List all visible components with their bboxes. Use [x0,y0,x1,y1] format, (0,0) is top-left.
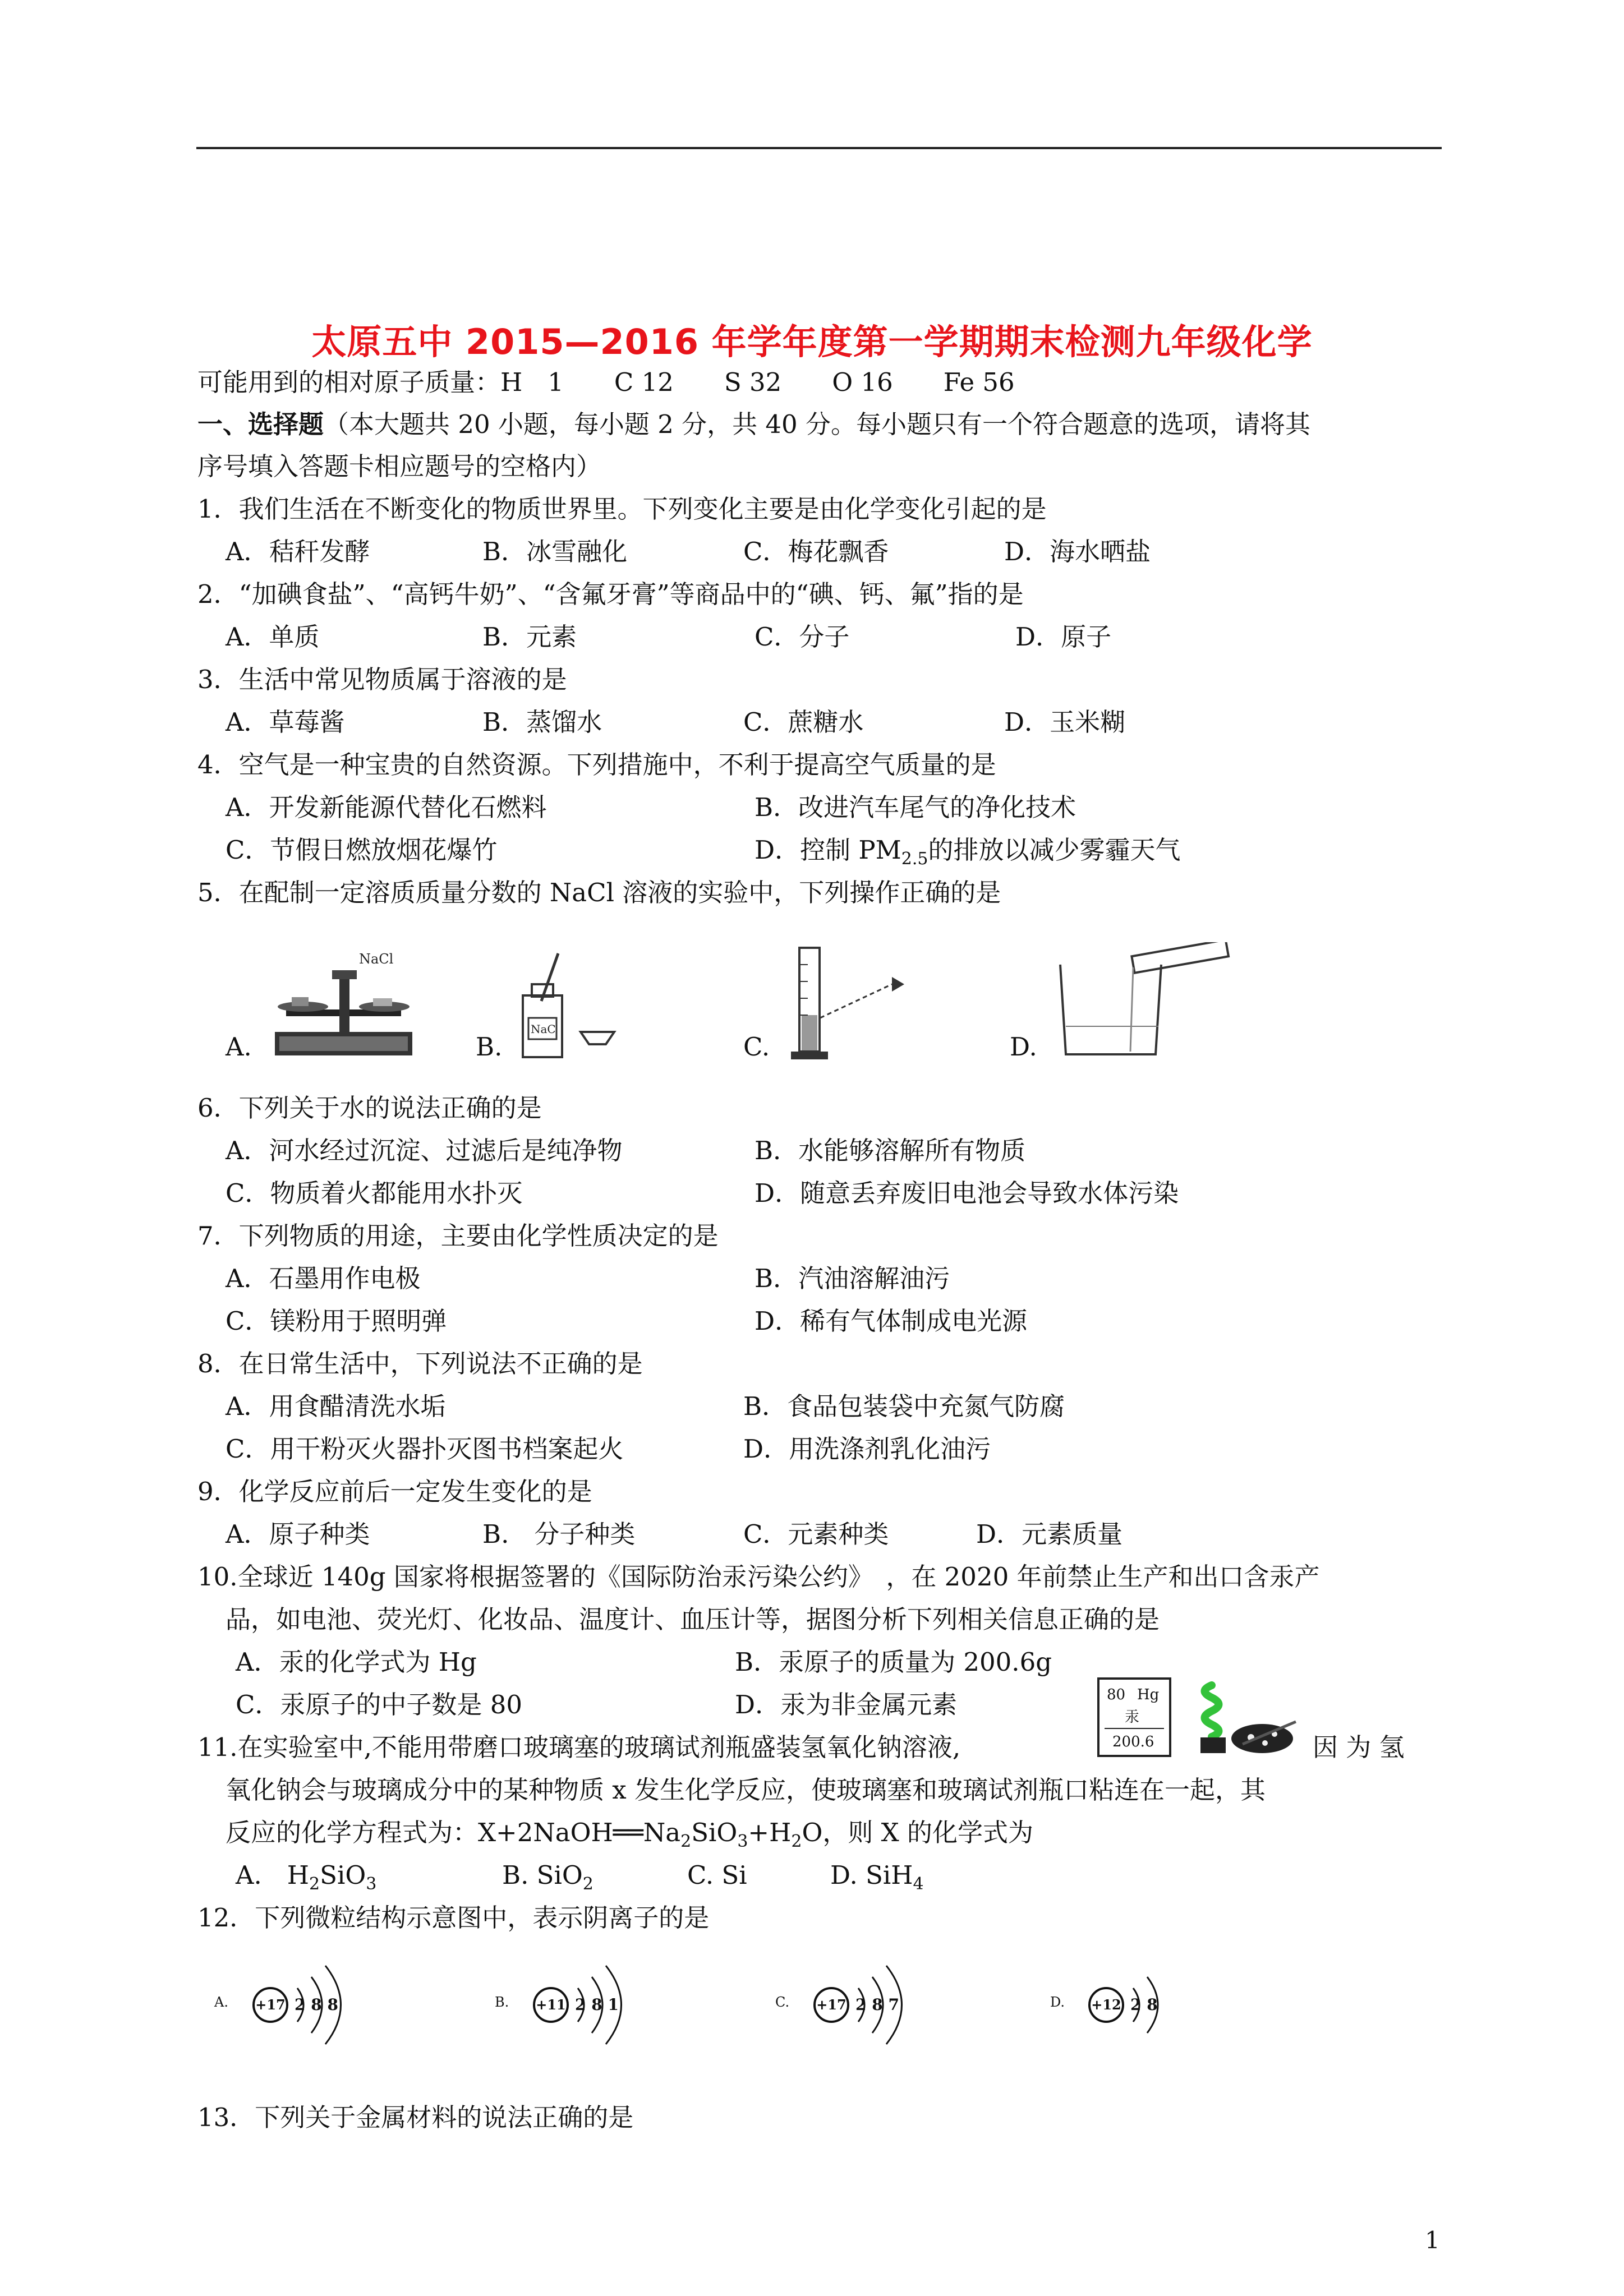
q1-option-b[interactable]: B．冰雪融化 [482,537,628,566]
q4-option-d-text-tail: 的排放以减少雾霾天气 [928,835,1181,865]
q9-option-c[interactable]: C．元素种类 [743,1519,889,1549]
q7-option-d[interactable]: D．稀有气体制成电光源 [755,1306,1028,1336]
q7-stem: 7．下列物质的用途，主要由化学性质决定的是 [197,1221,719,1251]
q3-option-a[interactable]: A．草莓酱 [226,707,345,737]
q11-stem-line1: 11.在实验室中,不能用带磨口玻璃塞的玻璃试剂瓶盛装氢氧化钠溶液, [197,1732,961,1762]
q6-option-c[interactable]: C．物质着火都能用水扑灭 [226,1178,523,1208]
q2-option-d[interactable]: D．原子 [1015,622,1112,652]
q12-stem: 12．下列微粒结构示意图中，表示阴离子的是 [197,1903,710,1933]
q2-stem: 2．“加碘食盐”、“高钙牛奶”、“含氟牙膏”等商品中的“碘、钙、氟”指的是 [197,579,1024,609]
atom-c-nucleus: +17 [816,1997,846,2013]
q6-option-a[interactable]: A．河水经过沉淀、过滤后是纯净物 [226,1136,623,1165]
q11-equation-sub1: 2 [680,1832,692,1851]
q11-option-a-text: A. H [236,1860,310,1890]
bottle-label: NaC [531,1022,556,1036]
q11-equation-part4: O，则 X 的化学式为 [802,1818,1034,1847]
q11-option-d[interactable] [830,1859,924,1901]
atom-b-letter: B. [495,1994,509,2010]
q1-option-d[interactable]: D．海水晒盐 [1004,537,1151,566]
q8-stem: 8．在日常生活中，下列说法不正确的是 [197,1349,643,1378]
q11-option-a-sub1: 2 [309,1874,320,1894]
q6-option-b[interactable]: B．水能够溶解所有物质 [755,1136,1026,1165]
tile-atomic-mass: 200.6 [1112,1733,1154,1750]
q3-stem: 3．生活中常见物质属于溶液的是 [197,665,567,694]
q3-option-b[interactable]: B．蒸馏水 [482,707,602,737]
q9-option-d[interactable]: D．元素质量 [976,1519,1123,1549]
q11-option-a-text2: SiO [320,1860,366,1890]
tile-atomic-number: 80 [1107,1686,1126,1703]
q11-option-b-sub: 2 [582,1874,594,1894]
q11-equation-sub2: 3 [737,1832,748,1851]
q11-stem-line2: 氧化钠会与玻璃成分中的某种物质 x 发生化学反应，使玻璃塞和玻璃试剂瓶口粘连在一起，其 [226,1775,1266,1805]
tile-name: 汞 [1125,1709,1140,1726]
reagent-bottle-spoon-image [516,948,628,1066]
q1-option-c[interactable]: C．梅花飘香 [743,537,889,566]
q5-option-a-label[interactable]: A. [226,1032,252,1062]
q1-option-a[interactable]: A．秸秆发酵 [226,537,370,566]
q10-stem-line1: 10.全球近 140g 国家将根据签署的《国际防治汞污染公约》 ，在 2020 年前禁止生产和出口含汞产 [197,1562,1320,1592]
atom-diagram-c[interactable] [769,1957,931,2053]
atom-c-shells: 2 8 7 [855,1995,899,2014]
atom-a-shells: 2 8 8 [295,1995,338,2014]
q4-option-d-subscript: 2.5 [901,849,928,869]
q7-option-a[interactable]: A．石墨用作电极 [226,1264,421,1293]
q11-stem-line3 [226,1816,1033,1859]
atomic-mass-line: 可能用到的相对原子质量：H 1 C 12 S 32 O 16 Fe 56 [197,367,1015,397]
q4-option-b[interactable]: B．改进汽车尾气的净化技术 [755,792,1076,822]
q10-stem-line2: 品，如电池、荧光灯、化妆品、温度计、血压计等，据图分析下列相关信息正确的是 [226,1605,1160,1634]
graduated-cylinder-image [785,942,914,1066]
q5-stem: 5．在配制一定溶质质量分数的 NaCl 溶液的实验中，下列操作正确的是 [197,878,1001,907]
q4-stem: 4．空气是一种宝贵的自然资源。下列措施中，不利于提高空气质量的是 [197,750,996,780]
atom-a-nucleus: +17 [255,1997,286,2013]
fluorescent-lamp-and-thermometer-image [1189,1677,1301,1761]
q9-stem: 9．化学反应前后一定发生变化的是 [197,1477,592,1506]
q1-stem: 1．我们生活在不断变化的物质世界里。下列变化主要是由化学变化引起的是 [197,494,1047,524]
q4-option-d-text: D．控制 PM [755,835,901,865]
q3-option-d[interactable]: D．玉米糊 [1004,707,1126,737]
q2-option-a[interactable]: A．单质 [226,622,320,652]
mercury-element-tile [1097,1677,1172,1758]
q9-option-a[interactable]: A．原子种类 [226,1519,370,1549]
q7-option-c[interactable]: C．镁粉用于照明弹 [226,1306,447,1336]
atom-diagram-a[interactable] [208,1957,370,2053]
q4-option-a[interactable]: A．开发新能源代替化石燃料 [226,792,547,822]
q11-equation-part2: SiO [691,1818,738,1847]
q10-option-b[interactable]: B．汞原子的质量为 200.6g [735,1647,1052,1677]
q11-equation-part1: 反应的化学方程式为：X+2NaOH══Na [226,1818,681,1847]
section-heading: 一、选择题 [197,409,324,439]
atom-diagram-b[interactable] [488,1957,651,2053]
atom-d-letter: D. [1050,1994,1065,2010]
q13-stem: 13．下列关于金属材料的说法正确的是 [197,2103,634,2132]
tile-symbol: Hg [1137,1686,1160,1703]
q8-option-d[interactable]: D．用洗涤剂乳化油污 [743,1434,991,1464]
q4-option-c[interactable]: C．节假日燃放烟花爆竹 [226,835,498,865]
q11-option-d-sub: 4 [913,1874,924,1894]
atom-diagram-d[interactable] [1043,1957,1189,2053]
atom-d-nucleus: +12 [1091,1997,1121,2013]
atom-a-letter: A. [214,1994,228,2010]
q11-stem-line1-tail: 因 为 氢 [1313,1732,1405,1762]
q10-option-a[interactable]: A．汞的化学式为 Hg [236,1647,477,1677]
balance-scale-image [269,948,421,1066]
q10-option-c[interactable]: C．汞原子的中子数是 80 [236,1690,522,1719]
q11-option-a[interactable] [236,1859,376,1901]
q4-option-d[interactable] [755,833,1180,876]
atom-c-letter: C. [775,1994,790,2010]
q11-equation-sub3: 2 [791,1832,802,1851]
page-number: 1 [1425,2226,1440,2254]
page-title: 太原五中 2015—2016 年学年度第一学期期末检测九年级化学 [311,321,1313,362]
section-intro-text: （本大题共 20 小题，每小题 2 分，共 40 分。每小题只有一个符合题意的选项，请将其 [324,409,1310,439]
q11-option-b[interactable] [502,1859,594,1901]
q9-option-b[interactable]: B. 分子种类 [482,1519,636,1549]
q11-option-c[interactable]: C. Si [687,1860,747,1890]
nacl-label: NaCl [359,951,394,967]
q5-option-c-label[interactable]: C. [743,1032,770,1062]
q11-equation-part3: +H [748,1818,792,1847]
q10-option-d[interactable]: D．汞为非金属元素 [735,1690,958,1719]
atom-b-shells: 2 8 1 [575,1995,619,2014]
q5-option-d-label[interactable]: D. [1010,1032,1037,1062]
q7-option-b[interactable]: B．汽油溶解油污 [755,1264,950,1293]
q11-option-a-sub2: 3 [366,1874,377,1894]
q11-option-b-text: B. SiO [502,1860,583,1890]
q8-option-a[interactable]: A．用食醋清洗水垢 [226,1391,446,1421]
q8-option-b[interactable]: B．食品包装袋中充氮气防腐 [743,1391,1065,1421]
pouring-liquid-beaker-image [1049,942,1234,1066]
q6-stem: 6．下列关于水的说法正确的是 [197,1093,542,1123]
q8-option-c[interactable]: C．用干粉灭火器扑灭图书档案起火 [226,1434,624,1464]
q5-option-b-label[interactable]: B. [476,1032,503,1062]
q2-option-c[interactable]: C．分子 [755,622,850,652]
q3-option-c[interactable]: C．蔗糖水 [743,707,864,737]
section-intro [197,408,1310,441]
atom-b-nucleus: +11 [536,1997,566,2013]
q11-option-d-text: D. SiH [830,1860,913,1890]
atom-d-shells: 2 8 [1130,1995,1158,2014]
q2-option-b[interactable]: B．元素 [482,622,577,652]
header-rule [196,147,1442,149]
q6-option-d[interactable]: D．随意丢弃废旧电池会导致水体污染 [755,1178,1179,1208]
section-intro-line2: 序号填入答题卡相应题号的空格内） [197,451,602,481]
